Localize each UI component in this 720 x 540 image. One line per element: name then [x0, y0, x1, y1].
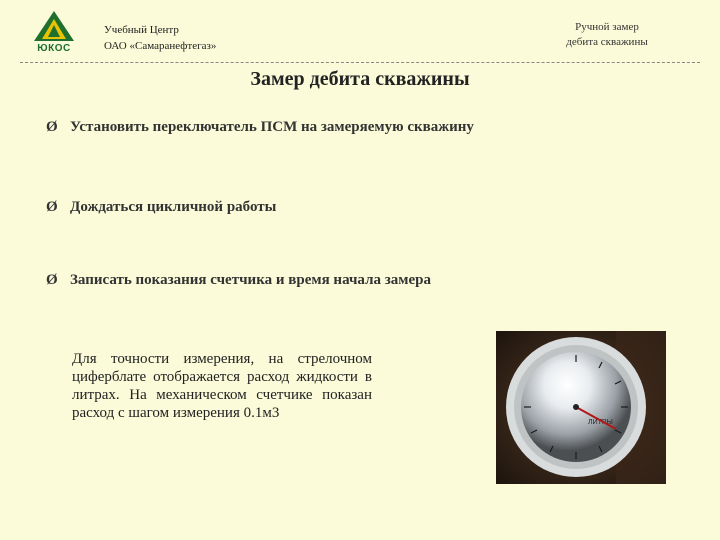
yukos-logo-icon — [30, 9, 78, 43]
slide-title: Замер дебита скважины — [250, 68, 470, 90]
logo — [30, 9, 78, 57]
bullet-item-3 — [46, 272, 431, 289]
bullet-text-1: Установить переключатель ПСМ на замеряемую скважину — [70, 119, 474, 135]
org-line-2: ОАО «Самаранефтегаз» — [104, 40, 217, 52]
bullet-arrow-icon: Ø — [46, 119, 58, 135]
bullet-arrow-icon: Ø — [46, 272, 58, 288]
organization-block — [104, 22, 216, 54]
bullet-item-2 — [46, 199, 276, 216]
slide-tag-line-2: дебита скважины — [566, 36, 648, 48]
bullet-arrow-icon: Ø — [46, 199, 58, 215]
slide-tag-line-1: Ручной замер — [575, 21, 639, 33]
flow-meter-dial-image — [496, 331, 666, 484]
note-paragraph: Для точности измерения, на стрелочном циферблате отображается расход жидкости в литрах. На механическом счетчике показан расход с шагом измерения 0.1м3 — [72, 351, 372, 421]
bullet-text-3: Записать показания счетчика и время начала замера — [70, 272, 431, 288]
flow-meter-photo — [496, 331, 666, 484]
bullet-item-1 — [46, 119, 474, 136]
header-divider — [20, 62, 700, 63]
logo-text: ЮКОС — [37, 43, 71, 54]
bullet-text-2: Дождаться цикличной работы — [70, 199, 277, 215]
slide-tag — [552, 20, 662, 50]
dial-label: ЛИТРЫ — [588, 419, 613, 426]
org-line-1: Учебный Центр — [104, 24, 179, 36]
